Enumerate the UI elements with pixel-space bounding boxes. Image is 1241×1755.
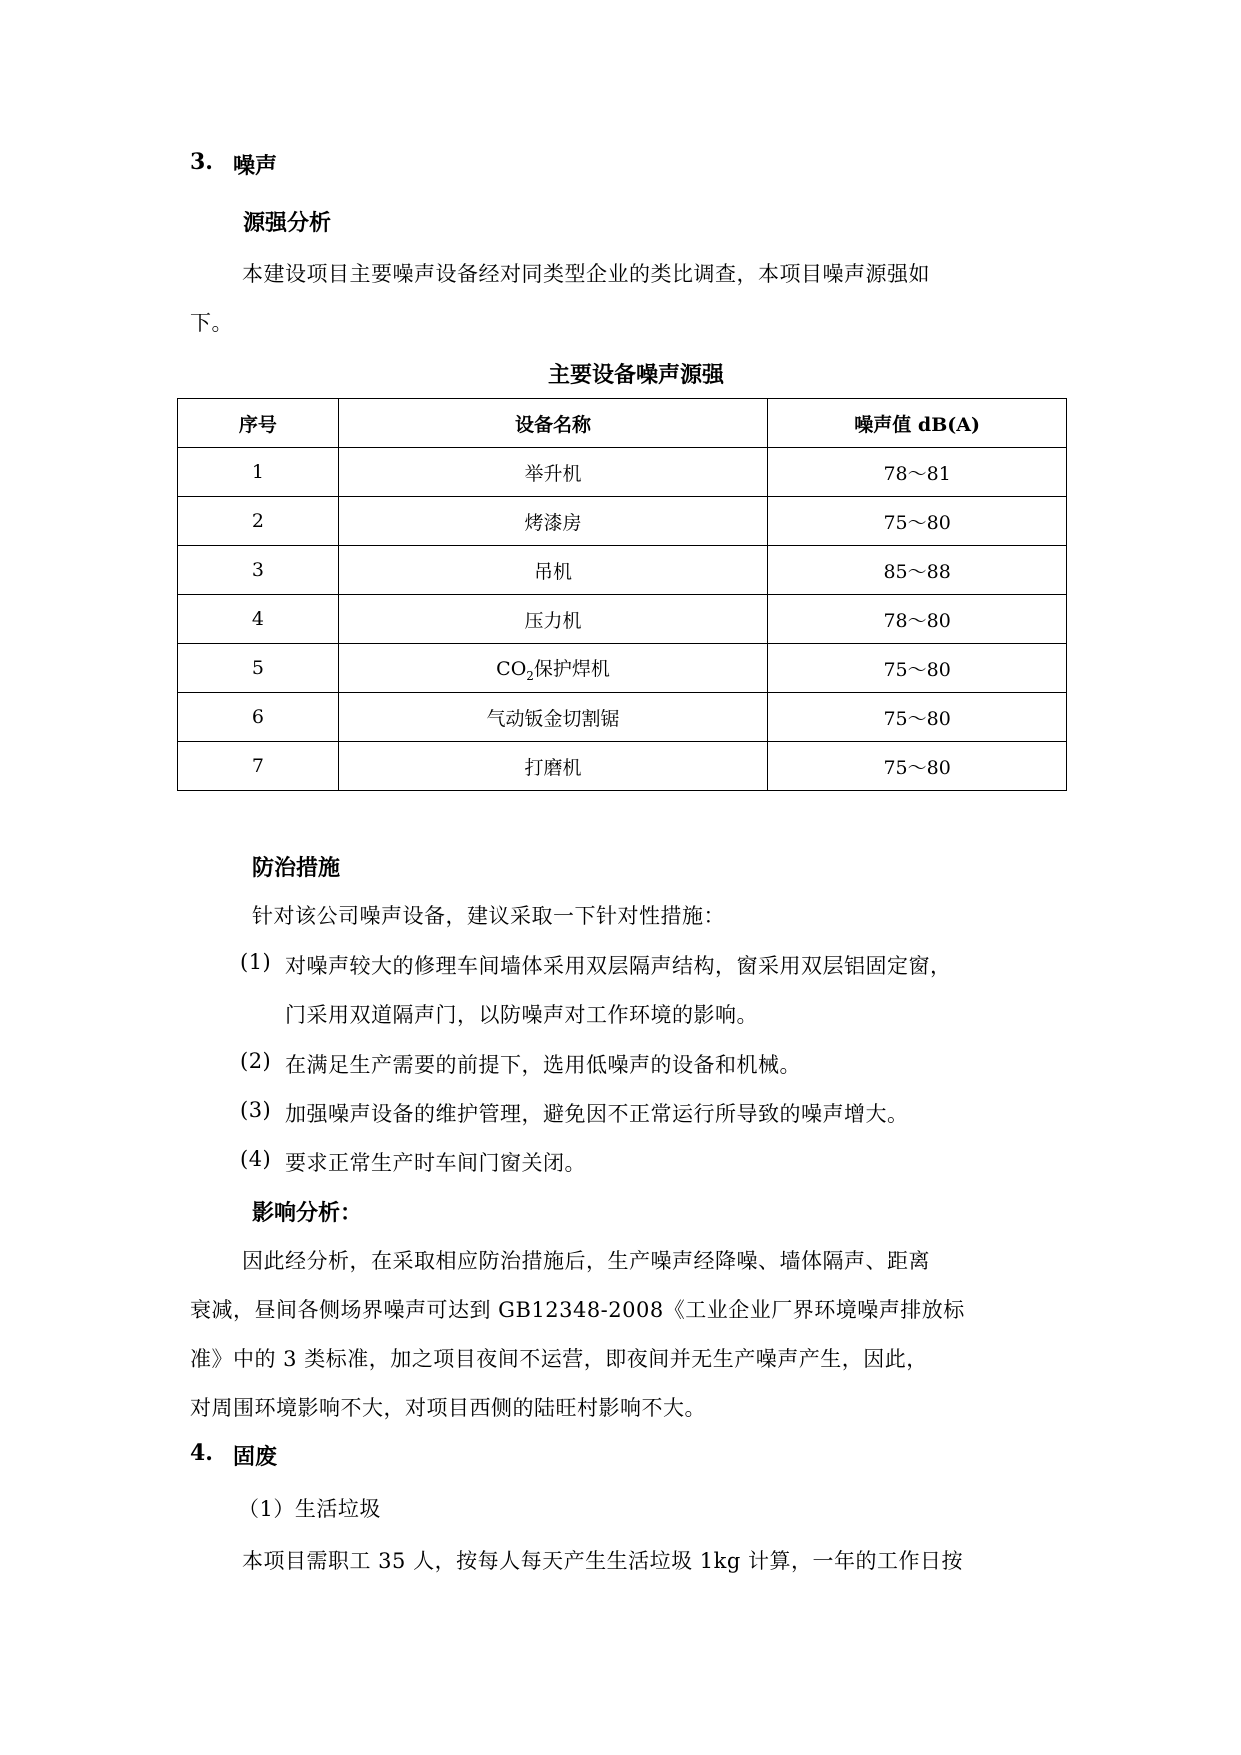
section-4-number: 4. xyxy=(190,1440,213,1466)
measure-item-1-num: (1) xyxy=(240,950,272,974)
waste-line-1: 本项目需职工 35 人，按每人每天产生生活垃圾 1kg 计算，一年的工作日按 xyxy=(242,1549,963,1573)
table-title: 主要设备噪声源强 xyxy=(548,362,725,388)
table-row xyxy=(178,448,1067,497)
cell-name: 压力机 xyxy=(338,595,767,644)
cell-value: 75～80 xyxy=(768,693,1067,742)
cell-name: 吊机 xyxy=(338,546,767,595)
waste-subheading: （1）生活垃圾 xyxy=(238,1497,381,1521)
impact-heading: 影响分析： xyxy=(252,1200,363,1226)
cell-no: 2 xyxy=(178,497,339,546)
cell-value: 75～80 xyxy=(768,644,1067,693)
impact-line-3: 准》中的 3 类标准，加之项目夜间不运营，即夜间并无生产噪声产生，因此， xyxy=(190,1347,928,1371)
cell-value: 75～80 xyxy=(768,497,1067,546)
header-no: 序号 xyxy=(178,399,339,448)
measure-item-1-line1: 对噪声较大的修理车间墙体采用双层隔声结构，窗采用双层铝固定窗， xyxy=(285,954,952,978)
cell-name: 举升机 xyxy=(338,448,767,497)
source-heading: 源强分析 xyxy=(243,210,332,236)
header-value: 噪声值 dB(A) xyxy=(768,399,1067,448)
noise-table xyxy=(177,398,1067,791)
impact-line-1: 因此经分析，在采取相应防治措施后，生产噪声经降噪、墙体隔声、距离 xyxy=(242,1249,930,1273)
cell-value: 78～81 xyxy=(768,448,1067,497)
cell-no: 1 xyxy=(178,448,339,497)
cell-no: 7 xyxy=(178,742,339,791)
cell-value: 85～88 xyxy=(768,546,1067,595)
measure-item-4-num: (4) xyxy=(240,1147,272,1171)
impact-line-4: 对周围环境影响不大，对项目西侧的陆旺村影响不大。 xyxy=(190,1396,706,1420)
section-4-title: 固废 xyxy=(233,1444,278,1470)
cell-name xyxy=(338,644,767,693)
measures-heading: 防治措施 xyxy=(252,855,341,881)
header-name: 设备名称 xyxy=(338,399,767,448)
impact-line-2: 衰减，昼间各侧场界噪声可达到 GB12348-2008《工业企业厂界环境噪声排放标 xyxy=(190,1298,965,1322)
section-3-title: 噪声 xyxy=(233,153,278,179)
co-subscript: 2 xyxy=(526,668,534,683)
measure-item-2-num: (2) xyxy=(240,1049,272,1073)
table-row xyxy=(178,595,1067,644)
co-text: CO xyxy=(496,657,527,680)
table-row xyxy=(178,693,1067,742)
measure-item-2-line1: 在满足生产需要的前提下，选用低噪声的设备和机械。 xyxy=(285,1053,801,1077)
measures-intro: 针对该公司噪声设备，建议采取一下针对性措施： xyxy=(252,904,725,928)
cell-value: 75～80 xyxy=(768,742,1067,791)
source-para-line1: 本建设项目主要噪声设备经对同类型企业的类比调查，本项目噪声源强如 xyxy=(242,262,930,286)
welder-text: 保护焊机 xyxy=(533,657,610,680)
measure-item-1-line2: 门采用双道隔声门，以防噪声对工作环境的影响。 xyxy=(285,1003,758,1027)
cell-name: 气动钣金切割锯 xyxy=(338,693,767,742)
table-row xyxy=(178,742,1067,791)
cell-no: 3 xyxy=(178,546,339,595)
section-3-number: 3. xyxy=(190,149,213,175)
cell-no: 6 xyxy=(178,693,339,742)
cell-name: 烤漆房 xyxy=(338,497,767,546)
cell-value: 78～80 xyxy=(768,595,1067,644)
cell-name: 打磨机 xyxy=(338,742,767,791)
cell-no: 4 xyxy=(178,595,339,644)
table-row xyxy=(178,497,1067,546)
table-row xyxy=(178,644,1067,693)
table-row xyxy=(178,546,1067,595)
cell-no: 5 xyxy=(178,644,339,693)
table-header-row xyxy=(178,399,1067,448)
measure-item-4-line1: 要求正常生产时车间门窗关闭。 xyxy=(285,1151,586,1175)
source-para-line2: 下。 xyxy=(190,311,233,335)
measure-item-3-num: (3) xyxy=(240,1098,272,1122)
measure-item-3-line1: 加强噪声设备的维护管理，避免因不正常运行所导致的噪声增大。 xyxy=(285,1102,909,1126)
